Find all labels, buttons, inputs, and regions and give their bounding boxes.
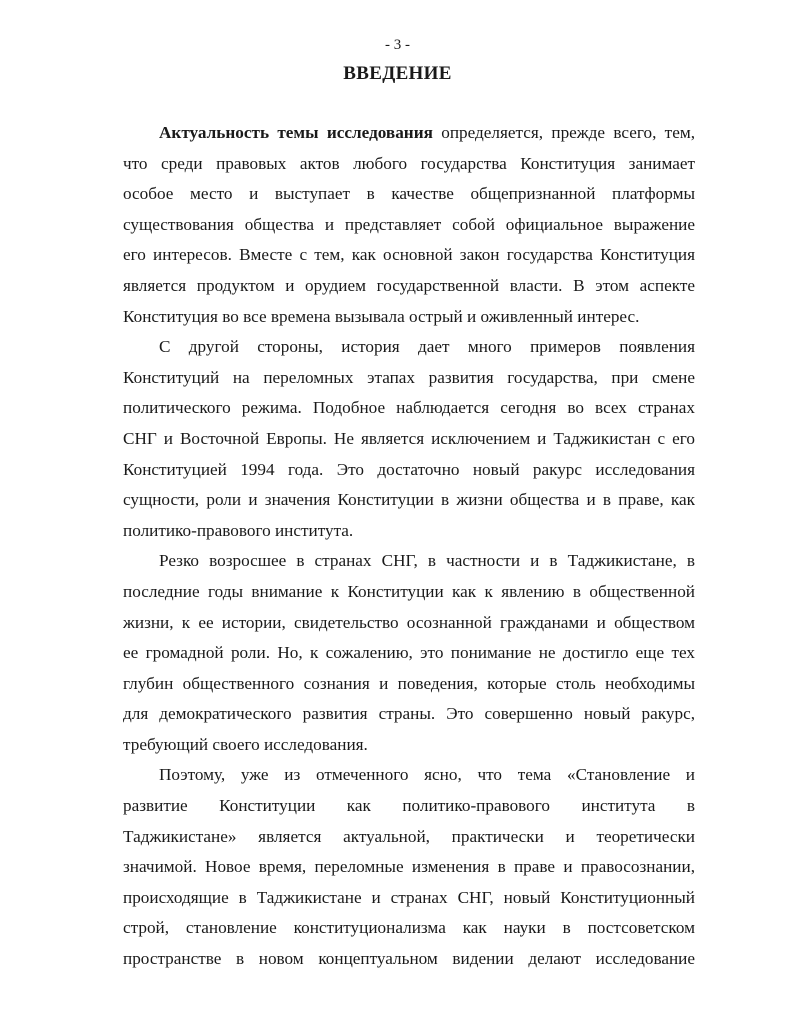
text-line: Таджикистане» является актуальной, практически и теоретически [123,826,695,846]
text-line: особое место и выступает в качестве общепризнанной платформы [123,184,695,204]
text-line: его интересов. Вместе с тем, как основной закон государства Конституция [123,245,695,265]
text-line: Конституция во все времена вызывала острый и оживленный интерес. [123,306,640,326]
text-line: жизни, к ее истории, свидетельство осознанной гражданами и обществом [123,612,695,632]
section-title: ВВЕДЕНИЕ [343,63,452,84]
text-line: является продуктом и орудием государственной власти. В этом аспекте [123,275,695,295]
text-line: развитие Конституции как политико-правового института в [123,796,695,816]
text-line: для демократического развития страны. Это совершенно новый ракурс, [123,704,695,724]
text-line: требующий своего исследования. [123,734,368,754]
document-body [123,118,695,975]
text-line: С другой стороны, история дает много примеров появления [159,337,695,357]
text-line: пространстве в новом концептуальном видении делают исследование [123,949,695,969]
text-line: Резко возросшее в странах СНГ, в частности и в Таджикистане, в [159,551,695,571]
text-line: политического режима. Подобное наблюдается сегодня во всех странах [123,398,695,418]
text-line: Актуальность темы исследования определяется, прежде всего, тем, [159,123,695,142]
paragraph-history [123,332,695,546]
text-line: происходящие в Таджикистане и странах СНГ, новый Конституционный [123,887,695,907]
text-line: Конституцией 1994 года. Это достаточно новый ракурс исследования [123,459,695,479]
paragraph-conclusion [123,760,695,974]
paragraph-attention [123,546,695,760]
text-line: что среди правовых актов любого государства Конституция занимает [123,153,695,173]
text-line: политико-правового института. [123,520,354,540]
text-line: Конституций на переломных этапах развития государства, при смене [123,367,695,387]
text-line: глубин общественного сознания и поведения, которые столь необходимы [123,673,695,693]
text-line: строй, становление конституционализма как науки в постсоветском [123,918,695,938]
text-line: ее громадной роли. Но, к сожалению, это понимание не достигло еще тех [123,643,695,663]
paragraph-relevance [123,118,695,332]
text-line: значимой. Новое время, переломные изменения в праве и правосознании, [123,857,695,877]
bold-lead-phrase: Актуальность темы исследования [159,123,433,142]
text-line: последние годы внимание к Конституции как к явлению в общественной [123,581,695,601]
text-line: сущности, роли и значения Конституции в жизни общества и в праве, как [123,490,695,510]
page-number: - 3 - [385,37,410,53]
text-line: Поэтому, уже из отмеченного ясно, что тема «Становление и [159,765,695,785]
text-line: СНГ и Восточной Европы. Не является исключением и Таджикистан с его [123,428,695,448]
text-line: существования общества и представляет собой официальное выражение [123,214,695,234]
